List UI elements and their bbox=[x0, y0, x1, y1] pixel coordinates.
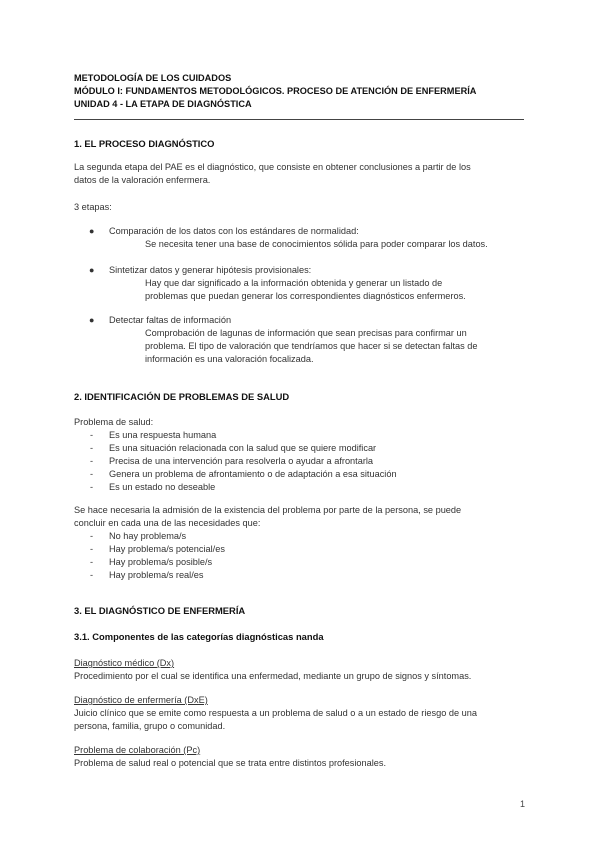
bullet-icon: ● bbox=[89, 315, 95, 325]
bullet-icon: ● bbox=[89, 226, 95, 236]
definition-term: Problema de colaboración (Pc) bbox=[74, 745, 201, 755]
unit-title: UNIDAD 4 - LA ETAPA DE DIAGNÓSTICA bbox=[74, 99, 252, 109]
dash-column-2: - - - - bbox=[90, 531, 94, 580]
list-item: Hay problema/s posible/s bbox=[109, 557, 213, 567]
bullet-icon: ● bbox=[89, 265, 95, 275]
course-title: METODOLOGÍA DE LOS CUIDADOS bbox=[74, 73, 232, 83]
health-problem-label: Problema de salud: bbox=[74, 417, 154, 427]
section3-subheading: 3.1. Componentes de las categorías diagnósticas nanda bbox=[74, 631, 324, 642]
stage-1-desc: Se necesita tener una base de conocimientos sólida para poder comparar los datos. bbox=[145, 239, 488, 249]
definition-term: Diagnóstico de enfermería (DxE) bbox=[74, 695, 208, 705]
section1-intro: La segunda etapa del PAE es el diagnóstico, que consiste en obtener conclusiones a partir de los datos de la valoración enfermera. bbox=[74, 162, 471, 185]
list-item: Es una situación relacionada con la salud que se quiere modificar bbox=[109, 443, 377, 453]
header-divider bbox=[74, 119, 524, 120]
definition-term: Diagnóstico médico (Dx) bbox=[74, 658, 175, 668]
list-item: Precisa de una intervención para resolverla o ayudar a afrontarla bbox=[109, 456, 374, 466]
stage-2-title: Sintetizar datos y generar hipótesis provisionales: bbox=[109, 265, 312, 275]
needs-list bbox=[109, 530, 225, 582]
list-item: Hay problema/s real/es bbox=[109, 570, 204, 580]
dash-column-1: - - - - - bbox=[90, 430, 94, 492]
list-item: Hay problema/s potencial/es bbox=[109, 544, 225, 554]
section3-heading: 3. EL DIAGNÓSTICO DE ENFERMERÍA bbox=[74, 605, 246, 616]
list-item: Genera un problema de afrontamiento o de adaptación a esa situación bbox=[109, 469, 397, 479]
section1-heading: 1. EL PROCESO DIAGNÓSTICO bbox=[74, 138, 215, 149]
definition-nursing: Diagnóstico de enfermería (DxE) Juicio clínico que se emite como respuesta a un problema de salud o a un estado de riesgo de una persona, familia, grupo o comunidad. bbox=[74, 695, 477, 731]
list-item: Es un estado no deseable bbox=[109, 482, 216, 492]
stages-label: 3 etapas: bbox=[74, 202, 112, 212]
stage-3-desc: Comprobación de lagunas de información que sean precisas para confirmar un problema. El tipo de valoración que tendríamos que hacer si se detectan faltas de información es una valoración focalizada. bbox=[145, 328, 478, 364]
stage-2-desc: Hay que dar significado a la información obtenida y generar un listado de problemas que puedan generar los correspondientes diagnósticos enfermeros. bbox=[145, 278, 466, 301]
stage-3-title: Detectar faltas de información bbox=[109, 315, 232, 325]
definition-medical: Diagnóstico médico (Dx) Procedimiento por el cual se identifica una enfermedad, mediante un grupo de signos y síntomas. bbox=[74, 658, 472, 681]
list-item: Es una respuesta humana bbox=[109, 430, 217, 440]
module-title: MÓDULO I: FUNDAMENTOS METODOLÓGICOS. PROCESO DE ATENCIÓN DE ENFERMERÍA bbox=[74, 86, 477, 96]
health-problem-list bbox=[109, 429, 397, 494]
section2-paragraph: Se hace necesaria la admisión de la existencia del problema por parte de la persona, se puede concluir en cada una de las necesidades que: bbox=[74, 505, 462, 528]
stage-1-title: Comparación de los datos con los estándares de normalidad: bbox=[109, 226, 359, 236]
section2-heading: 2. IDENTIFICACIÓN DE PROBLEMAS DE SALUD bbox=[74, 391, 290, 402]
definition-collaboration: Problema de colaboración (Pc) Problema de salud real o potencial que se trata entre distintos profesionales. bbox=[74, 745, 387, 768]
page-number: 1 bbox=[520, 799, 526, 809]
list-item: No hay problema/s bbox=[109, 531, 187, 541]
document-header bbox=[74, 72, 476, 111]
